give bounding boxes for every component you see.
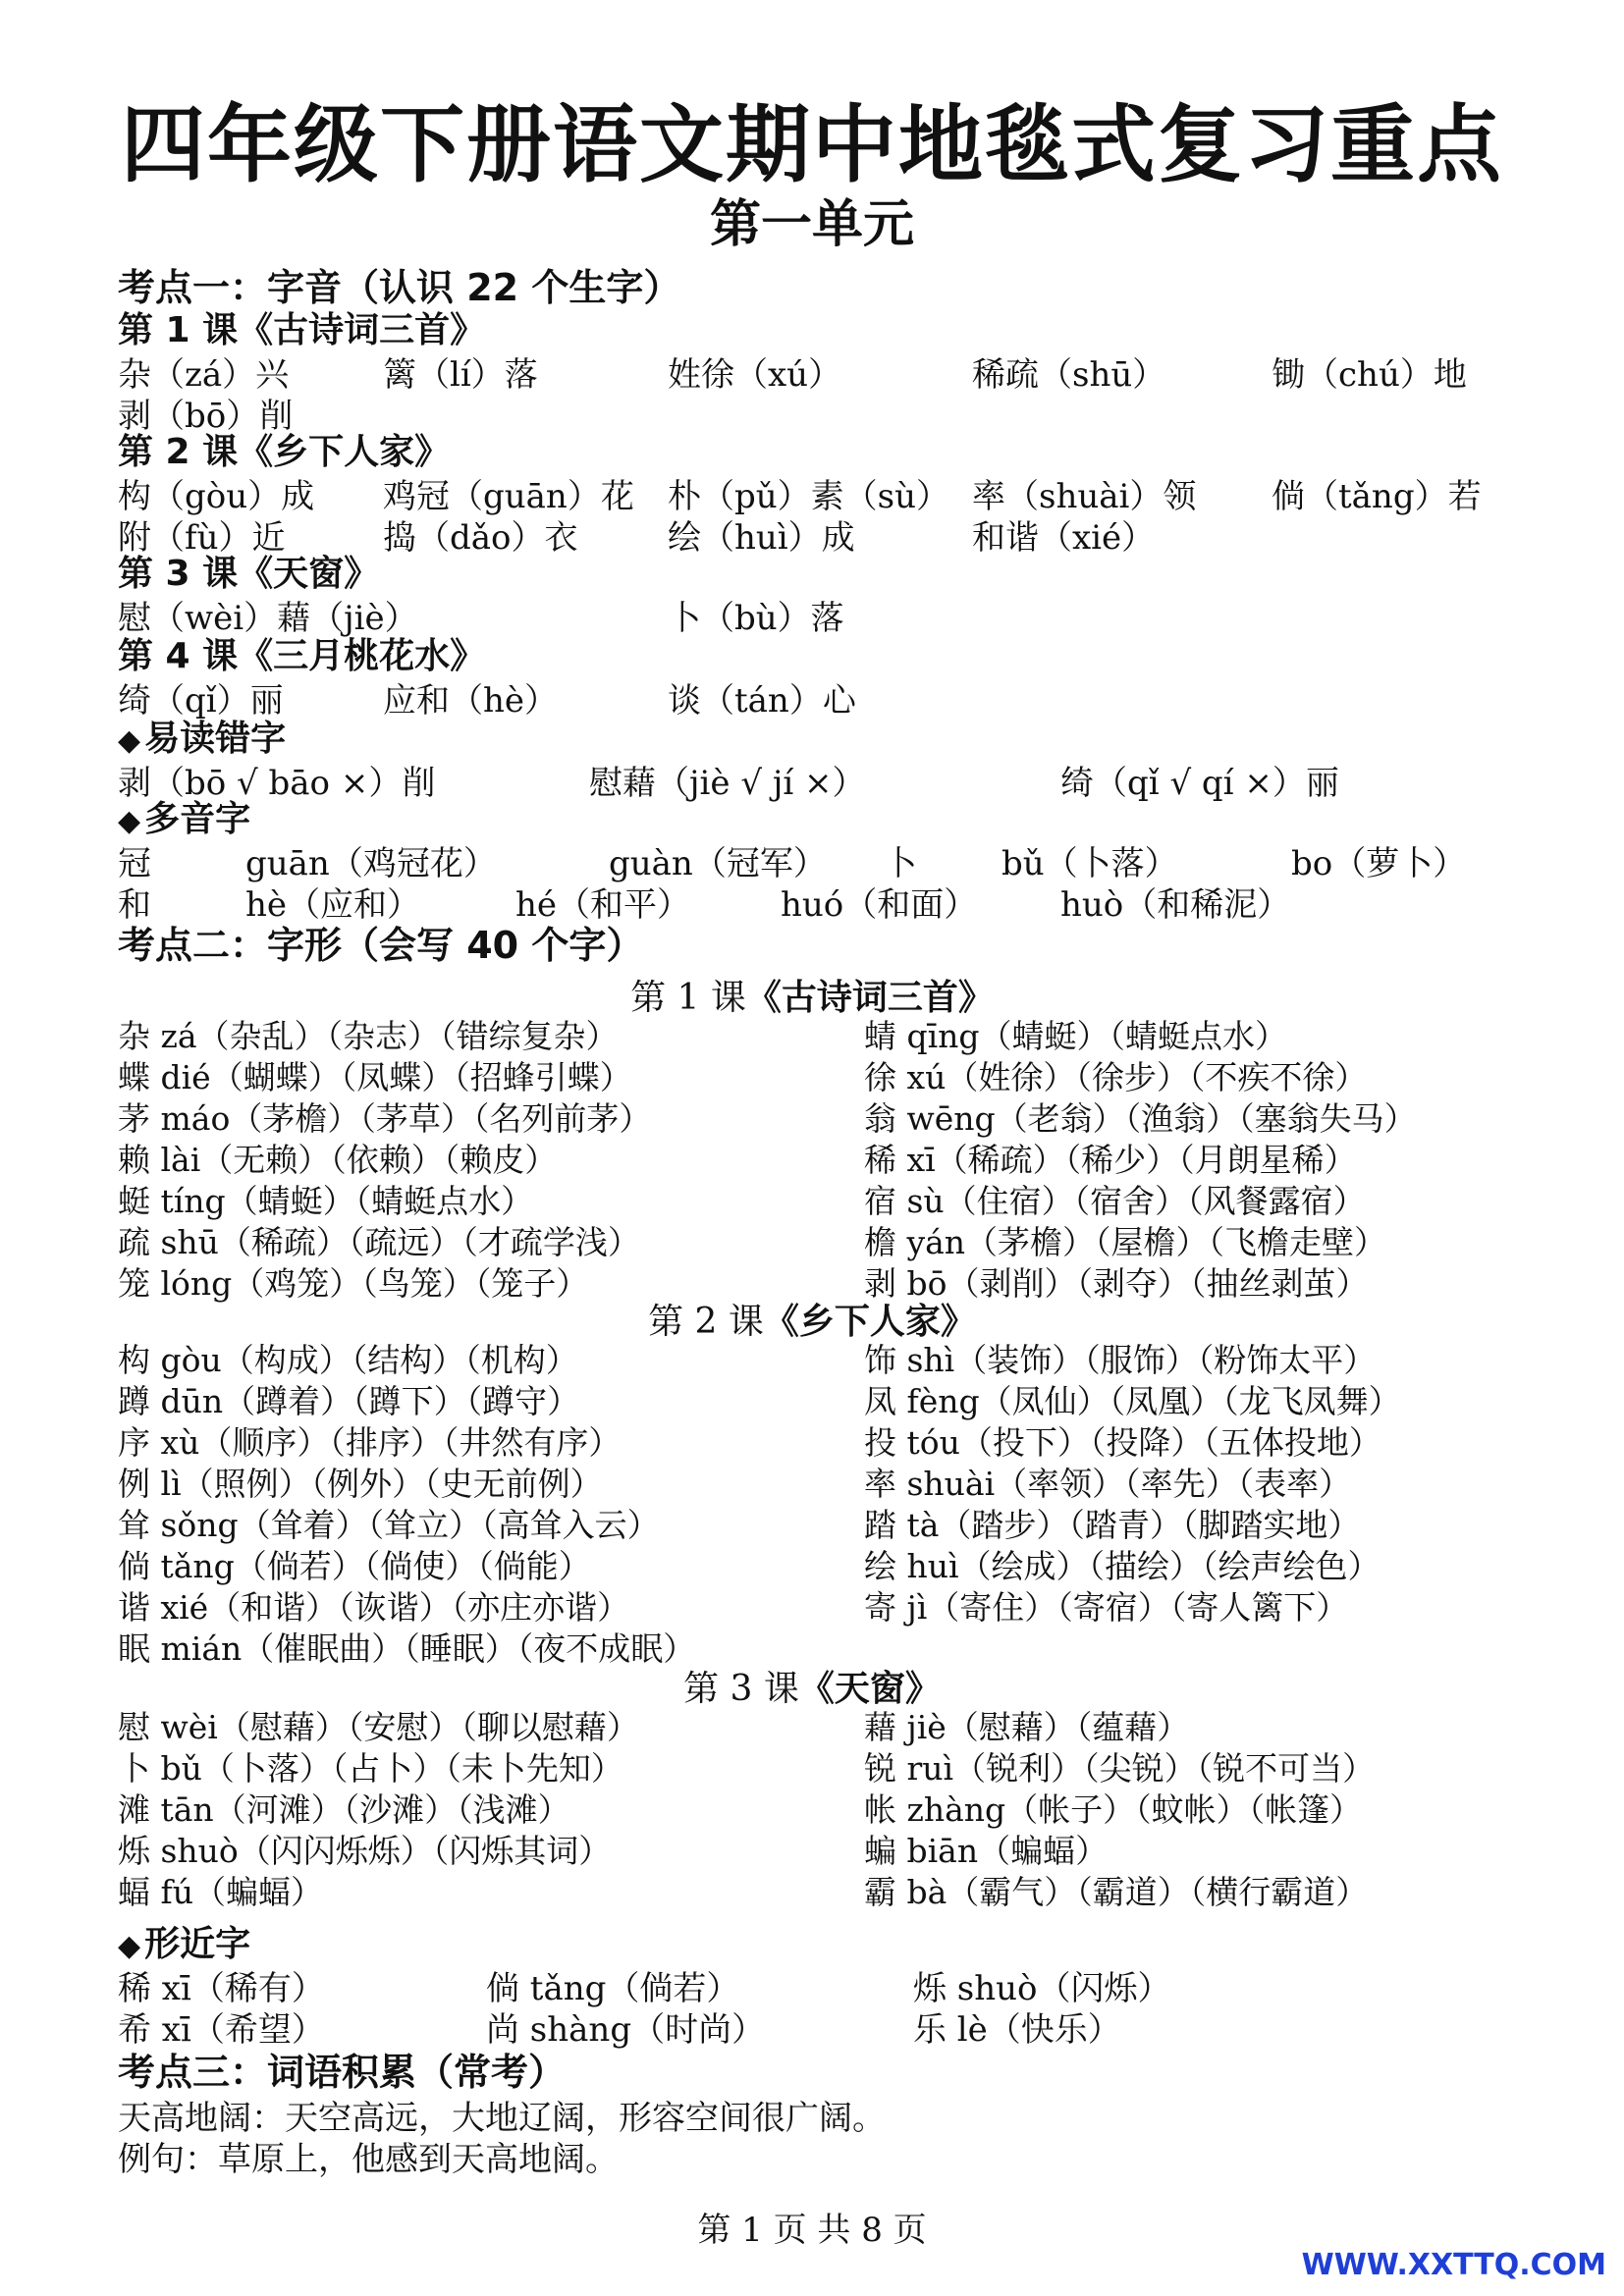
lesson-heading-1: 第 1 课《古诗词三首》 [118, 310, 486, 350]
polyphone-item: huó（和面） [781, 885, 978, 925]
word-line: 序 xù（顺序）（排序）（井然有序） [118, 1423, 622, 1462]
polyphone-char: 和 [118, 885, 151, 925]
subheading-misread: ◆ 易读错字 [118, 719, 287, 759]
pinyin-item: 附（fù）近 [118, 518, 286, 558]
pinyin-item: 篱（lí）落 [383, 355, 538, 395]
lesson-heading-4: 第 4 课《三月桃花水》 [118, 636, 486, 676]
misread-item: 剥（bō √ bāo ×）削 [118, 764, 436, 803]
lesson-subheading-1: 第 1 课《古诗词三首》 [630, 978, 994, 1018]
pinyin-item: 和谐（xié） [972, 518, 1156, 558]
word-line: 藉 jiè（慰藉）（蕴藉） [864, 1708, 1190, 1746]
word-line: 翁 wēng（老翁）（渔翁）（塞翁失马） [864, 1099, 1417, 1138]
lesson-subheading-3: 第 3 课《天窗》 [683, 1669, 941, 1709]
watermark: WWW.XXTTQ.COM [1301, 2248, 1606, 2282]
section-heading-writing: 考点二：字形（会写 40 个字） [118, 924, 644, 967]
word-line: 慰 wèi（慰藉）（安慰）（聊以慰藉） [118, 1708, 639, 1746]
word-line: 宿 sù（住宿）（宿舍）（风餐露宿） [864, 1182, 1366, 1220]
word-line: 饰 shì（装饰）（服饰）（粉饰太平） [864, 1341, 1377, 1379]
word-line: 笼 lóng（鸡笼）（鸟笼）（笼子） [118, 1264, 589, 1303]
polyphone-item: guān（鸡冠花） [245, 844, 497, 883]
word-line: 帐 zhàng（帐子）（蚊帐）（帐篷） [864, 1790, 1363, 1829]
word-line: 卜 bǔ（卜落）（占卜）（未卜先知） [118, 1749, 623, 1788]
word-line: 赖 lài（无赖）（依赖）（赖皮） [118, 1141, 558, 1179]
diamond-bullet-icon: ◆ [118, 804, 141, 838]
word-line: 率 shuài（率领）（率先）（表率） [864, 1465, 1352, 1503]
polyphone-item: hè（应和） [245, 885, 421, 925]
word-line: 蹲 dūn（蹲着）（蹲下）（蹲守） [118, 1382, 580, 1420]
word-line: 蝶 dié（蝴蝶）（凤蝶）（招蜂引蝶） [118, 1058, 632, 1096]
word-line: 谐 xié（和谐）（诙谐）（亦庄亦谐） [118, 1588, 630, 1627]
word-line: 蜻 qīng（蜻蜓）（蜻蜓点水） [864, 1017, 1288, 1055]
pinyin-item: 绘（huì）成 [668, 518, 855, 558]
pinyin-item: 杂（zá）兴 [118, 355, 290, 395]
lesson-heading-2: 第 2 课《乡下人家》 [118, 432, 451, 472]
lesson-heading-3: 第 3 课《天窗》 [118, 554, 380, 594]
similar-item: 稀 xī（稀有） [118, 1969, 325, 2008]
similar-item: 烁 shuò（闪烁） [913, 1969, 1171, 2008]
polyphone-item: hé（和平） [515, 885, 691, 925]
section-heading-vocabulary: 考点三：词语积累（常考） [118, 2051, 567, 2094]
word-line: 锐 ruì（锐利）（尖锐）（锐不可当） [864, 1749, 1376, 1788]
similar-item: 希 xī（希望） [118, 2010, 325, 2050]
misread-item: 绮（qǐ √ qí ×）丽 [1060, 764, 1339, 803]
word-line: 蝙 biān（蝙蝠） [864, 1832, 1109, 1870]
word-line: 构 gòu（构成）（结构）（机构） [118, 1341, 578, 1379]
pinyin-item: 慰（wèi）藉（jiè） [118, 599, 418, 638]
polyphone-char: 卜 [884, 844, 917, 883]
subheading-similar-chars: ◆ 形近字 [118, 1924, 251, 1964]
example-sentence: 例句：草原上，他感到天高地阔。 [118, 2140, 619, 2179]
polyphone-item: bo（萝卜） [1291, 844, 1467, 883]
page-number: 第 1 页 共 8 页 [697, 2211, 927, 2250]
word-line: 踏 tà（踏步）（踏青）（脚踏实地） [864, 1506, 1361, 1544]
word-line: 杂 zá（杂乱）（杂志）（错综复杂） [118, 1017, 619, 1055]
word-line: 剥 bō（剥削）（剥夺）（抽丝剥茧） [864, 1264, 1369, 1303]
word-line: 烁 shuò（闪闪烁烁）（闪烁其词） [118, 1832, 612, 1870]
word-line: 滩 tān（河滩）（沙滩）（浅滩） [118, 1790, 570, 1829]
word-line: 凤 fèng（凤仙）（凤凰）（龙飞凤舞） [864, 1382, 1401, 1420]
pinyin-item: 姓徐（xú） [668, 355, 842, 395]
word-line: 茅 máo（茅檐）（茅草）（名列前茅） [118, 1099, 652, 1138]
pinyin-item: 捣（dǎo）衣 [383, 518, 578, 558]
word-line: 檐 yán（茅檐）（屋檐）（飞檐走壁） [864, 1223, 1387, 1261]
lesson-subheading-2: 第 2 课《乡下人家》 [648, 1302, 976, 1342]
polyphone-char: 冠 [118, 844, 151, 883]
similar-item: 乐 lè（快乐） [913, 2010, 1121, 2050]
subheading-polyphone: ◆ 多音字 [118, 799, 251, 839]
pinyin-item: 卜（bù）落 [668, 599, 844, 638]
word-line: 蝠 fú（蝙蝠） [118, 1873, 323, 1911]
pinyin-item: 应和（hè） [383, 681, 559, 721]
pinyin-item: 剥（bō）削 [118, 397, 294, 436]
diamond-bullet-icon: ◆ [118, 1929, 141, 1963]
word-line: 例 lì（照例）（例外）（史无前例） [118, 1465, 603, 1503]
polyphone-item: huò（和稀泥） [1060, 885, 1291, 925]
section-heading-pronunciation: 考点一：字音（认识 22 个生字） [118, 266, 681, 309]
word-line: 稀 xī（稀疏）（稀少）（月朗星稀） [864, 1141, 1357, 1179]
word-line: 眠 mián（催眠曲）（睡眠）（夜不成眠） [118, 1629, 696, 1668]
similar-item: 倘 tǎng（倘若） [486, 1969, 740, 2008]
polyphone-item: bǔ（卜落） [1001, 844, 1178, 883]
word-line: 徐 xú（姓徐）（徐步）（不疾不徐） [864, 1058, 1368, 1096]
pinyin-item: 率（shuài）领 [972, 477, 1197, 516]
pinyin-item: 锄（chú）地 [1272, 355, 1467, 395]
word-line: 倘 tǎng（倘若）（倘使）（倘能） [118, 1547, 591, 1585]
misread-item: 慰藉（jiè √ jí ×） [589, 764, 866, 803]
word-line: 蜓 tíng（蜻蜓）（蜻蜓点水） [118, 1182, 534, 1220]
word-line: 寄 jì（寄住）（寄宿）（寄人篱下） [864, 1588, 1349, 1627]
pinyin-item: 谈（tán）心 [668, 681, 856, 721]
pinyin-item: 构（gòu）成 [118, 477, 315, 516]
pinyin-item: 稀疏（shū） [972, 355, 1166, 395]
word-line: 疏 shū（稀疏）（疏远）（才疏学浅） [118, 1223, 640, 1261]
word-line: 霸 bà（霸气）（霸道）（横行霸道） [864, 1873, 1369, 1911]
word-line: 绘 huì（绘成）（描绘）（绘声绘色） [864, 1547, 1380, 1585]
diamond-bullet-icon: ◆ [118, 723, 141, 758]
polyphone-item: guàn（冠军） [609, 844, 827, 883]
pinyin-item: 倘（tǎng）若 [1272, 477, 1482, 516]
pinyin-item: 鸡冠（guān）花 [383, 477, 634, 516]
page-title: 四年级下册语文期中地毯式复习重点 [121, 96, 1503, 194]
word-line: 投 tóu（投下）（投降）（五体投地） [864, 1423, 1381, 1462]
unit-heading: 第一单元 [709, 195, 914, 254]
similar-item: 尚 shàng（时尚） [486, 2010, 766, 2050]
pinyin-item: 朴（pǔ）素（sù） [668, 477, 950, 516]
definition-text: 天高地阔：天空高远，大地辽阔，形容空间很广阔。 [118, 2099, 886, 2138]
word-line: 耸 sǒng（耸着）（耸立）（高耸入云） [118, 1506, 660, 1544]
pinyin-item: 绮（qǐ）丽 [118, 681, 284, 721]
